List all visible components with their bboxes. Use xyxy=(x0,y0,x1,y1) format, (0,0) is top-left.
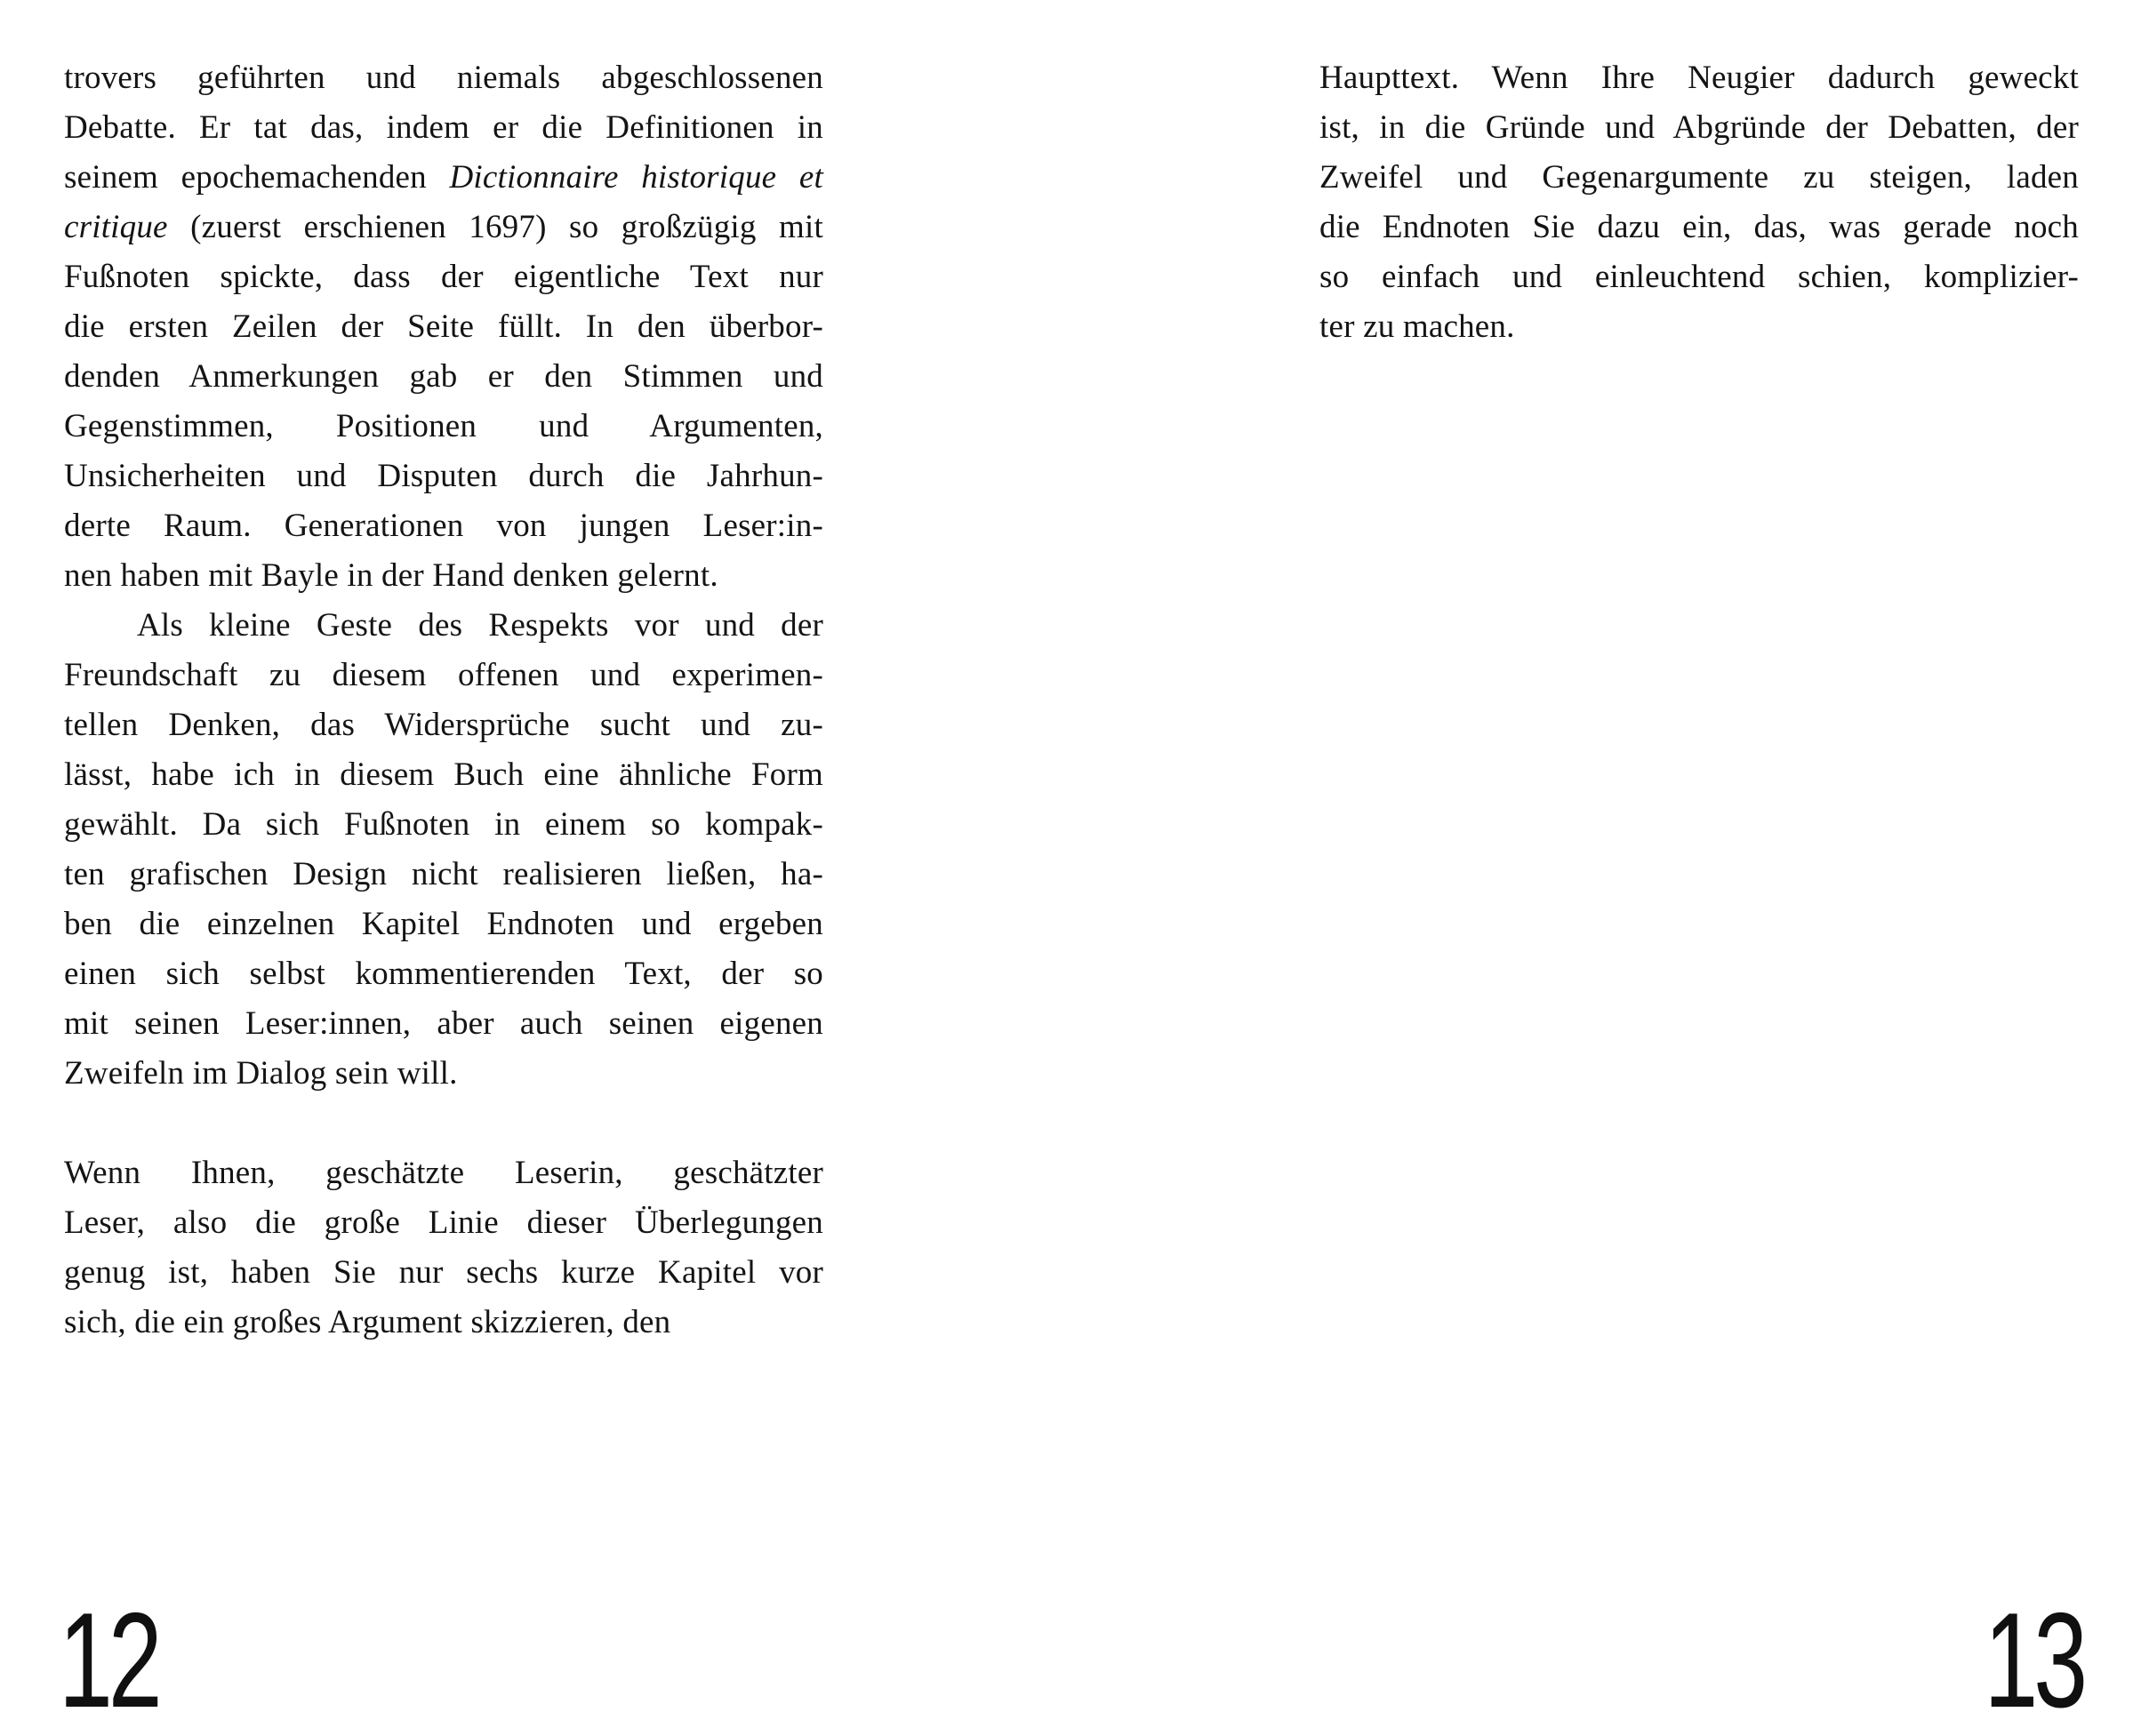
text-segment: lässt, habe ich in diesem Buch eine ähnliche Form xyxy=(64,756,823,793)
text-segment: Haupttext. Wenn Ihre Neugier dadurch geweckt xyxy=(1319,60,2079,96)
text-segment: genug ist, haben Sie nur sechs kurze Kapitel vor xyxy=(64,1254,823,1291)
page-number-right: 13 xyxy=(1984,1585,2083,1736)
text-line xyxy=(1319,302,2079,352)
text-segment: denden Anmerkungen gab er den Stimmen und xyxy=(64,358,823,395)
text-line xyxy=(1319,203,2079,252)
text-segment: einen sich selbst kommentierenden Text, der so xyxy=(64,956,823,992)
text-column-left xyxy=(64,53,823,1348)
text-segment: seinem epochemachenden xyxy=(64,159,450,196)
text-line xyxy=(64,900,823,949)
text-segment: Leser, also die große Linie dieser Überlegungen xyxy=(64,1204,823,1241)
page-left xyxy=(0,0,1066,1736)
text-segment: so einfach und einleuchtend schien, komplizier- xyxy=(1319,259,2079,295)
text-line xyxy=(64,551,823,601)
text-line xyxy=(64,601,823,651)
text-line xyxy=(64,53,823,103)
text-segment: die ersten Zeilen der Seite füllt. In den überbor- xyxy=(64,308,823,345)
italic-text-segment: critique xyxy=(64,209,168,245)
text-line xyxy=(64,302,823,352)
text-line xyxy=(64,452,823,501)
text-line xyxy=(64,700,823,750)
text-line xyxy=(64,999,823,1049)
text-segment: Zweifel und Gegenargumente zu steigen, laden xyxy=(1319,159,2079,196)
text-line xyxy=(64,352,823,402)
paragraph xyxy=(64,601,823,1099)
paragraph xyxy=(1319,53,2079,352)
text-line xyxy=(64,800,823,850)
page-right xyxy=(1067,0,2133,1736)
text-segment: Fußnoten spickte, dass der eigentliche Text nur xyxy=(64,259,823,295)
text-line xyxy=(64,402,823,452)
italic-text-segment: Dictionnaire historique et xyxy=(449,159,823,196)
paragraph xyxy=(64,53,823,601)
text-line xyxy=(64,153,823,203)
text-segment: ist, in die Gründe und Abgründe der Debatten, der xyxy=(1319,109,2079,146)
text-line xyxy=(64,1198,823,1248)
text-segment: ben die einzelnen Kapitel Endnoten und ergeben xyxy=(64,906,823,942)
text-segment: trovers geführten und niemals abgeschlossenen xyxy=(64,60,823,96)
text-line xyxy=(64,501,823,551)
text-segment: Debatte. Er tat das, indem er die Definitionen in xyxy=(64,109,823,146)
text-segment: mit seinen Leser:innen, aber auch seinen eigenen xyxy=(64,1005,823,1042)
text-segment: Unsicherheiten und Disputen durch die Jahrhun- xyxy=(64,458,823,494)
text-segment: die Endnoten Sie dazu ein, das, was gerade noch xyxy=(1319,209,2079,245)
text-segment: Zweifeln im Dialog sein will. xyxy=(64,1055,458,1092)
text-line xyxy=(64,252,823,302)
text-line xyxy=(64,203,823,252)
text-line xyxy=(64,1298,823,1348)
text-segment: derte Raum. Generationen von jungen Leser:in- xyxy=(64,508,823,544)
text-segment: sich, die ein großes Argument skizzieren, den xyxy=(64,1304,671,1340)
text-segment: Als kleine Geste des Respekts vor und der xyxy=(137,607,823,644)
text-segment: tellen Denken, das Widersprüche sucht und zu- xyxy=(64,707,823,743)
text-column-right xyxy=(1319,53,2079,352)
text-segment: ten grafischen Design nicht realisieren ließen, ha- xyxy=(64,856,823,892)
text-line xyxy=(1319,53,2079,103)
text-line xyxy=(1319,252,2079,302)
text-line xyxy=(1319,103,2079,153)
text-segment: nen haben mit Bayle in der Hand denken gelernt. xyxy=(64,557,718,594)
page-number-left: 12 xyxy=(59,1585,158,1736)
text-line xyxy=(1319,153,2079,203)
text-segment: Gegenstimmen, Positionen und Argumenten, xyxy=(64,408,823,444)
text-line xyxy=(64,651,823,700)
text-segment: ter zu machen. xyxy=(1319,308,1515,345)
text-line xyxy=(64,949,823,999)
text-segment: (zuerst erschienen 1697) so großzügig mit xyxy=(167,209,823,245)
text-segment: Wenn Ihnen, geschätzte Leserin, geschätzter xyxy=(64,1155,823,1191)
text-segment: Freundschaft zu diesem offenen und experimen- xyxy=(64,657,823,693)
text-segment: gewählt. Da sich Fußnoten in einem so kompak- xyxy=(64,806,823,843)
text-line xyxy=(64,850,823,900)
text-line xyxy=(64,750,823,800)
text-line xyxy=(64,1148,823,1198)
text-line xyxy=(64,1248,823,1298)
paragraph xyxy=(64,1148,823,1348)
text-line xyxy=(64,103,823,153)
text-line xyxy=(64,1049,823,1099)
